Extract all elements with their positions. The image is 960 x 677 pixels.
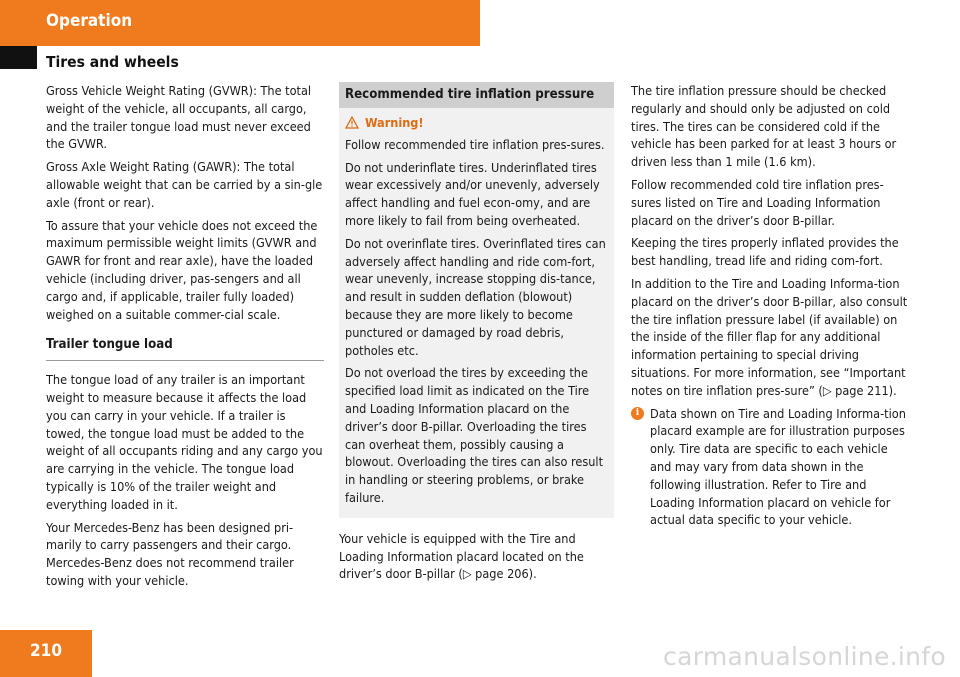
- paragraph-placard-location: Your vehicle is equipped with the Tire and Loading Information placard located on the driver’s door B-pillar (▷ page 206).: [339, 530, 584, 582]
- subheading-trailer-tongue-load: Trailer tongue load: [46, 336, 324, 361]
- warning-text-3: Do not overinflate tires. Overinflated tires can adversely affect handling and ride com-fort, wear unevenly, increase stopping dis-tance, and result in sudden deflation (blowout) because they are more likely to become punctured or damaged by road debris, potholes etc.: [345, 235, 606, 358]
- warning-text-1: Follow recommended tire inflation pres-sures.: [345, 136, 605, 152]
- paragraph-filler-flap: In addition to the Tire and Loading Informa-tion placard on the driver’s door B-pillar, also consult the tire inflation pressure label (if available) on the inside of the filler flap for any additional information pertaining to special driving situations. For more information, see “Important notes on tire inflation pres-sure” (▷ page 211).: [631, 275, 908, 398]
- warning-box-title: Recommended tire inflation pressure: [339, 82, 614, 108]
- info-note-text: Data shown on Tire and Loading Informa-tion placard example are for illustration purposes only. Tire data are specific to each vehicle and may vary from data shown in the following illustration. Refer to Tire and Loading Information placard on vehicle for actual data specific to your vehicle.: [650, 405, 906, 528]
- paragraph-tongue-load: The tongue load of any trailer is an important weight to measure because it affects the load you can carry in your vehicle. If a trailer is towed, the tongue load must be added to the weight of all occupants riding and any cargo you are carrying in the vehicle. The tongue load typically is 10% of the trailer weight and everything loaded in it.: [46, 372, 323, 512]
- column-left: [46, 82, 324, 595]
- warning-body: [339, 108, 614, 507]
- paragraph-gvwr: Gross Vehicle Weight Rating (GVWR): The total weight of the vehicle, all occupants, all cargo, and the trailer tongue load must never exceed the GVWR.: [46, 83, 312, 152]
- warning-heading: [345, 114, 608, 132]
- info-icon: i: [631, 407, 644, 420]
- paragraph-weight-limits: To assure that your vehicle does not exceed the maximum permissible weight limits (GVWR and GAWR for front and rear axle), have the loaded vehicle (including driver, pas-sengers and all cargo and, if applicable, trailer fully loaded) weighed on a suitable commer-cial scale.: [46, 217, 318, 322]
- page-title: Tires and wheels: [46, 53, 179, 71]
- paragraph-check-pressure: The tire inflation pressure should be checked regularly and should only be adjusted on cold tires. The tires can be considered cold if the vehicle has been parked for at least 3 hours or driven less than 1 mile (1.6 km).: [631, 83, 897, 170]
- warning-text-4: Do not overload the tires by exceeding the specified load limit as indicated on the Tire and Loading Information placard on the driver’s door B-pillar. Overloading the tires can overheat them, possibly causing a blowout. Overloading the tires can also result in handling or steering problems, or brake failure.: [345, 365, 604, 505]
- warning-text-2: Do not underinflate tires. Underinflated tires wear excessively and/or unevenly, adversely affect handling and fuel econ-omy, and are more likely to fail from being overheated.: [345, 159, 600, 228]
- paragraph-gawr: Gross Axle Weight Rating (GAWR): The total allowable weight that can be carried by a sin-gle axle (front or rear).: [46, 159, 323, 210]
- warning-label: Warning!: [365, 115, 424, 130]
- warning-box: [339, 82, 614, 518]
- watermark: carmanualsonline.info: [663, 642, 946, 671]
- section-tab: [0, 46, 37, 69]
- column-middle: [339, 82, 614, 588]
- info-note: [631, 405, 911, 530]
- column-right: [631, 82, 911, 529]
- warning-triangle-icon: [345, 116, 359, 129]
- paragraph-cold-pressures: Follow recommended cold tire inflation pres-sures listed on Tire and Loading Information placard on the driver’s door B-pillar.: [631, 176, 884, 228]
- page-number: 210: [30, 641, 62, 661]
- section-title: Operation: [46, 11, 133, 31]
- paragraph-towing: Your Mercedes-Benz has been designed pri-marily to carry passengers and their cargo. Mercedes-Benz does not recommend trailer towing with your vehicle.: [46, 519, 294, 588]
- paragraph-benefits: Keeping the tires properly inflated provides the best handling, tread life and riding com-fort.: [631, 235, 899, 269]
